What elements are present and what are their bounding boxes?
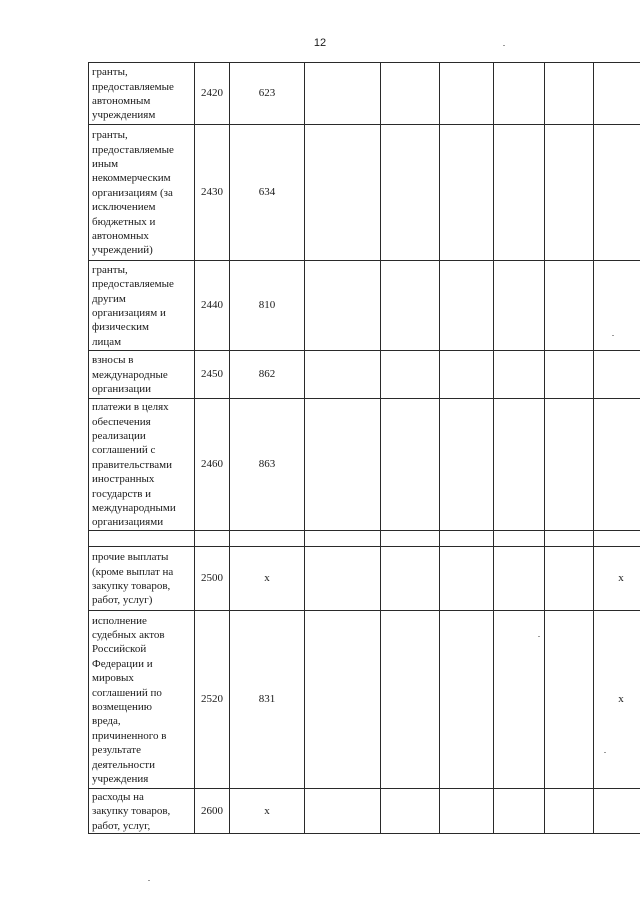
table-cell	[494, 351, 545, 399]
table-cell	[440, 125, 494, 261]
row-code-cell	[195, 531, 230, 547]
row-code-cell: 2420	[195, 63, 230, 125]
table-cell	[381, 399, 440, 531]
scan-speck	[148, 880, 150, 881]
table-cell	[305, 547, 381, 611]
table-cell	[545, 789, 594, 834]
table-cell	[545, 125, 594, 261]
table-cell	[494, 789, 545, 834]
table-cell	[381, 63, 440, 125]
row-kosgu-cell: 634	[230, 125, 305, 261]
table-cell	[305, 351, 381, 399]
table-cell	[305, 63, 381, 125]
table-cell	[545, 351, 594, 399]
table-row	[89, 351, 640, 399]
row-name-cell: гранты, предоставляемые автономным учреждениям	[89, 63, 195, 125]
table-cell	[440, 399, 494, 531]
row-kosgu-cell: х	[230, 547, 305, 611]
row-code-cell: 2450	[195, 351, 230, 399]
row-last-cell	[594, 351, 640, 399]
row-kosgu-cell: 623	[230, 63, 305, 125]
table-cell	[440, 531, 494, 547]
table-cell	[440, 547, 494, 611]
page-number: 12	[313, 37, 327, 49]
row-kosgu-cell: 863	[230, 399, 305, 531]
scan-speck	[503, 45, 505, 46]
row-name-cell: гранты, предоставляемые другим организациям и физическим лицам	[89, 261, 195, 351]
row-last-cell	[594, 399, 640, 531]
table-cell	[440, 63, 494, 125]
table-cell	[494, 611, 545, 789]
row-last-cell	[594, 261, 640, 351]
table-cell	[381, 261, 440, 351]
row-last-cell: х	[594, 547, 640, 611]
table-cell	[440, 789, 494, 834]
row-name-cell: расходы на закупку товаров, работ, услуг,	[89, 789, 195, 834]
budget-table	[88, 62, 640, 834]
table-cell	[545, 63, 594, 125]
row-name-cell: гранты, предоставляемые иным некоммерческим организациям (за исключением бюджетных и автономных учреждений)	[89, 125, 195, 261]
table-row	[89, 399, 640, 531]
table-cell	[494, 547, 545, 611]
table-row	[89, 547, 640, 611]
row-code-cell: 2500	[195, 547, 230, 611]
table-cell	[494, 63, 545, 125]
table-cell	[545, 399, 594, 531]
row-last-cell	[594, 125, 640, 261]
row-last-cell	[594, 531, 640, 547]
row-kosgu-cell: 810	[230, 261, 305, 351]
table-cell	[545, 531, 594, 547]
table-cell	[305, 125, 381, 261]
table-cell	[381, 611, 440, 789]
table-row	[89, 63, 640, 125]
table-cell	[440, 611, 494, 789]
table-cell	[305, 531, 381, 547]
table-cell	[305, 789, 381, 834]
table-cell	[545, 611, 594, 789]
scan-speck	[538, 636, 540, 637]
row-last-cell: х	[594, 611, 640, 789]
table-cell	[381, 125, 440, 261]
row-code-cell: 2440	[195, 261, 230, 351]
table-cell	[440, 261, 494, 351]
row-code-cell: 2430	[195, 125, 230, 261]
table-cell	[381, 351, 440, 399]
row-name-cell: платежи в целях обеспечения реализации соглашений с правительствами иностранных государств и международными организациями	[89, 399, 195, 531]
table-cell	[305, 611, 381, 789]
row-name-cell	[89, 531, 195, 547]
row-kosgu-cell: 862	[230, 351, 305, 399]
row-code-cell: 2460	[195, 399, 230, 531]
row-last-cell	[594, 789, 640, 834]
table-cell	[494, 531, 545, 547]
table-row	[89, 531, 640, 547]
table-cell	[545, 547, 594, 611]
row-code-cell: 2520	[195, 611, 230, 789]
table-cell	[381, 547, 440, 611]
row-kosgu-cell: 831	[230, 611, 305, 789]
table-cell	[381, 789, 440, 834]
row-last-cell	[594, 63, 640, 125]
table-cell	[494, 125, 545, 261]
table-row	[89, 611, 640, 789]
table-cell	[494, 261, 545, 351]
row-kosgu-cell	[230, 531, 305, 547]
row-code-cell: 2600	[195, 789, 230, 834]
scan-speck	[612, 335, 614, 336]
table-row	[89, 125, 640, 261]
row-name-cell: прочие выплаты (кроме выплат на закупку товаров, работ, услуг)	[89, 547, 195, 611]
table-cell	[381, 531, 440, 547]
table-cell	[305, 261, 381, 351]
table-cell	[440, 351, 494, 399]
row-kosgu-cell: х	[230, 789, 305, 834]
row-name-cell: взносы в международные организации	[89, 351, 195, 399]
table-row	[89, 261, 640, 351]
table-cell	[494, 399, 545, 531]
row-name-cell: исполнение судебных актов Российской Федерации и мировых соглашений по возмещению вреда, причиненного в результате деятельности учреждения	[89, 611, 195, 789]
scan-speck	[604, 752, 606, 753]
table-cell	[545, 261, 594, 351]
table-cell	[305, 399, 381, 531]
table-row	[89, 789, 640, 834]
